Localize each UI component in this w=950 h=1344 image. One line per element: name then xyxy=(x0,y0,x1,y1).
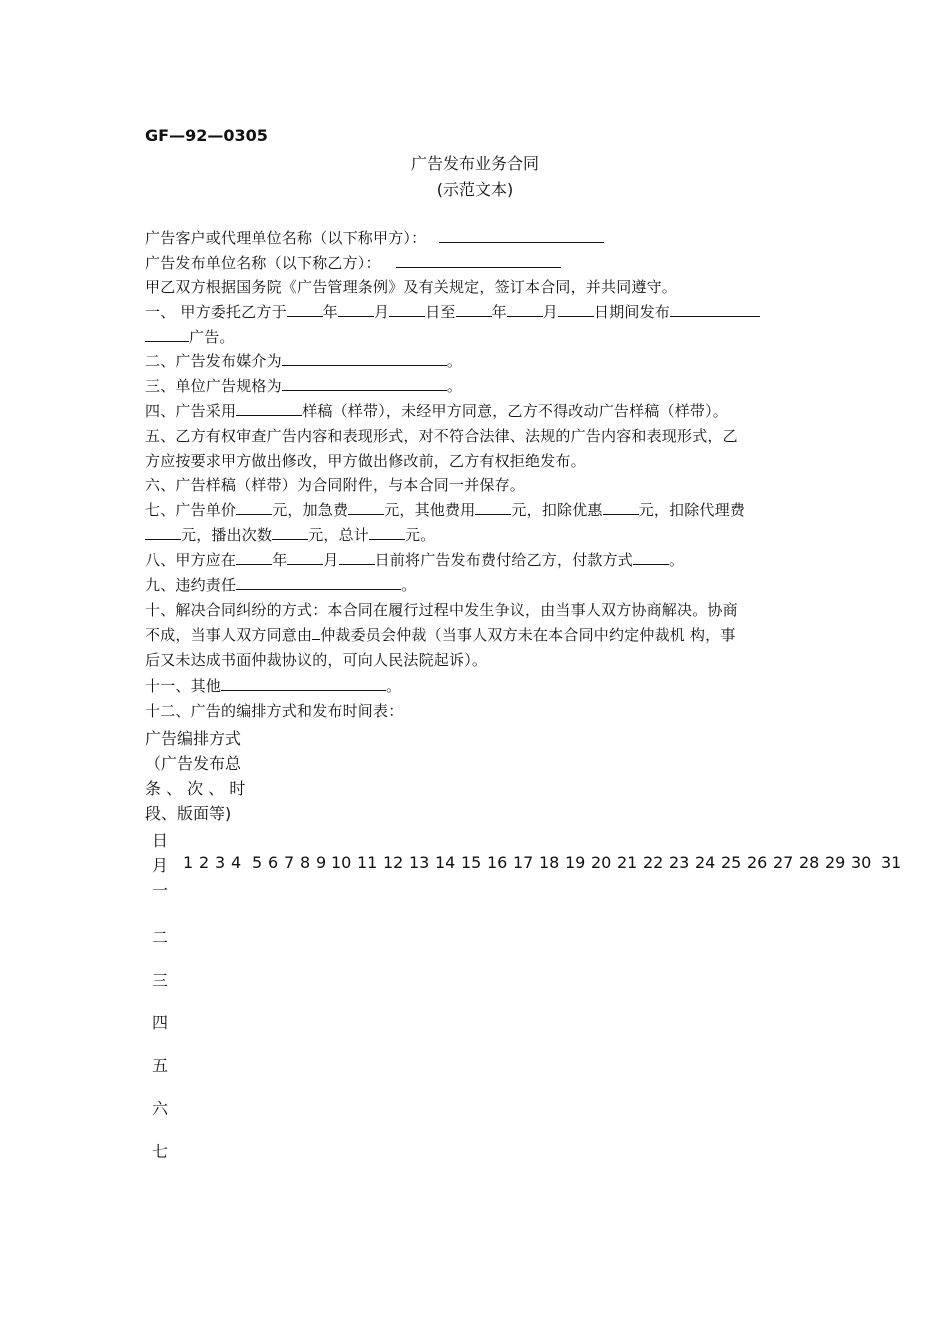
period: 。 xyxy=(386,677,402,695)
month-row-label: 五 xyxy=(152,1056,169,1075)
month-row-label: 七 xyxy=(152,1142,169,1161)
blank xyxy=(312,625,320,640)
clause-7-g: 元，总计 xyxy=(308,526,370,544)
day-number: 17 xyxy=(513,853,534,872)
blank xyxy=(603,500,639,515)
day-number: 29 xyxy=(825,853,846,872)
clause-10-b2: 仲裁委员会仲裁（当事人双方未在本合同中约定仲裁机 构，事 xyxy=(320,626,736,644)
month-row-label: 六 xyxy=(152,1099,169,1118)
clause-7-b: 元，加急费 xyxy=(272,501,349,519)
day-number: 11 xyxy=(357,853,378,872)
document-subtitle: (示范文本) xyxy=(436,180,514,199)
day-number: 18 xyxy=(539,853,560,872)
clause-8-month: 月 xyxy=(323,551,339,569)
party-b-label: 广告发布单位名称（以下称乙方）： xyxy=(145,254,381,272)
month-label: 月 xyxy=(152,856,169,875)
day-number: 13 xyxy=(409,853,430,872)
blank xyxy=(236,401,302,416)
clause-1-period: 日期间发布 xyxy=(594,303,671,321)
party-b-blank xyxy=(396,253,561,268)
clause-1-year: 年 xyxy=(322,303,338,321)
day-number: 27 xyxy=(773,853,794,872)
clause-1 xyxy=(145,301,760,322)
clause-8-text: 八、甲方应在 xyxy=(145,551,237,569)
blank xyxy=(558,302,594,317)
blank xyxy=(272,525,308,540)
document-code: GF—92—0305 xyxy=(145,126,268,145)
clause-8-e: 。 xyxy=(669,551,685,569)
blank xyxy=(389,302,425,317)
day-label: 日 xyxy=(152,831,169,850)
day-number: 3 xyxy=(215,853,226,872)
blank xyxy=(236,575,401,590)
day-number: 6 xyxy=(268,853,279,872)
blank xyxy=(287,302,323,317)
day-number: 7 xyxy=(284,853,295,872)
day-number: 20 xyxy=(591,853,612,872)
clause-7 xyxy=(145,499,745,520)
clause-7-cont xyxy=(145,524,435,545)
blank xyxy=(456,302,492,317)
document-title: 广告发布业务合同 xyxy=(410,154,539,173)
blank xyxy=(282,376,447,391)
blank xyxy=(339,550,375,565)
clause-4-text-b: 样稿（样带），未经甲方同意，乙方不得改动广告样稿（样带）。 xyxy=(302,402,729,420)
clause-5-b: 方应按要求甲方做出修改，甲方做出修改前，乙方有权拒绝发布。 xyxy=(145,452,586,470)
clause-10-b1: 不成，当事人双方同意由 xyxy=(145,626,313,644)
blank xyxy=(221,676,386,691)
day-number: 14 xyxy=(435,853,456,872)
clause-8-d: 日前将广告发布费付给乙方，付款方式 xyxy=(374,551,634,569)
clause-7-c: 元，其他费用 xyxy=(384,501,476,519)
clause-1-day-to: 日至 xyxy=(425,303,456,321)
day-number: 21 xyxy=(617,853,638,872)
clause-5-a: 五、乙方有权审查广告内容和表现形式，对不符合法律、法规的广告内容和表现形式，乙 xyxy=(145,427,738,445)
blank xyxy=(348,500,384,515)
day-number: 26 xyxy=(747,853,768,872)
schedule-note-3: 段、版面等) xyxy=(145,804,232,823)
clause-6: 六、广告样稿（样带）为合同附件，与本合同一并保存。 xyxy=(145,476,526,494)
clause-8-year: 年 xyxy=(272,551,288,569)
day-number: 25 xyxy=(721,853,742,872)
period: 。 xyxy=(401,576,417,594)
clause-10-a: 十、解决合同纠纷的方式：本合同在履行过程中发生争议，由当事人双方协商解决。协商 xyxy=(145,601,738,619)
intro-text: 甲乙双方根据国务院《广告管理条例》及有关规定，签订本合同，并共同遵守。 xyxy=(145,278,678,296)
party-b-line xyxy=(145,252,561,273)
clause-2-text: 二、广告发布媒介为 xyxy=(145,352,282,370)
day-number: 2 xyxy=(199,853,210,872)
blank xyxy=(475,500,511,515)
party-a-line xyxy=(145,227,604,248)
clause-7-text: 七、广告单价 xyxy=(145,501,237,519)
clause-2 xyxy=(145,350,462,371)
blank xyxy=(236,500,272,515)
clause-7-e: 元，扣除代理费 xyxy=(638,501,746,519)
party-a-label: 广告客户或代理单位名称（以下称甲方）： xyxy=(145,229,427,247)
blank xyxy=(507,302,543,317)
day-number: 28 xyxy=(799,853,820,872)
clause-1-tail: 广告。 xyxy=(189,328,235,346)
clause-7-f: 元，播出次数 xyxy=(181,526,273,544)
clause-9 xyxy=(145,574,416,595)
clause-8 xyxy=(145,549,684,570)
clause-11 xyxy=(145,675,401,696)
clause-11-text: 十一、其他 xyxy=(145,677,222,695)
clause-12: 十二、广告的编排方式和发布时间表： xyxy=(145,702,404,720)
schedule-note-2: 条 、 次 、 时 xyxy=(145,779,246,798)
day-number: 23 xyxy=(669,853,690,872)
clause-1-month: 月 xyxy=(373,303,390,321)
clause-9-text: 九、违约责任 xyxy=(145,576,237,594)
clause-4-text: 四、广告采用 xyxy=(145,402,237,420)
clause-10-c: 后又未达成书面仲裁协议的，可向人民法院起诉）。 xyxy=(145,651,488,669)
period: 。 xyxy=(446,377,463,395)
day-number: 10 xyxy=(331,853,352,872)
day-number: 9 xyxy=(316,853,327,872)
clause-1-cont xyxy=(145,326,235,347)
clause-3-text: 三、单位广告规格为 xyxy=(145,377,282,395)
schedule-note-1: （广告发布总 xyxy=(145,754,242,773)
month-row-label: 一 xyxy=(152,881,169,900)
day-number: 1 xyxy=(183,853,194,872)
blank xyxy=(670,302,760,317)
day-number: 24 xyxy=(695,853,716,872)
day-number: 16 xyxy=(487,853,508,872)
blank xyxy=(282,351,447,366)
blank xyxy=(369,525,405,540)
blank xyxy=(145,525,181,540)
month-row-label: 三 xyxy=(152,971,169,990)
month-row-label: 四 xyxy=(152,1013,169,1032)
clause-7-h: 元。 xyxy=(405,526,436,544)
clause-4 xyxy=(145,400,728,421)
clause-1-text: 一、 甲方委托乙方于 xyxy=(145,303,287,321)
day-number: 12 xyxy=(383,853,404,872)
schedule-heading: 广告编排方式 xyxy=(145,729,242,748)
day-number: 8 xyxy=(300,853,311,872)
period: 。 xyxy=(446,352,463,370)
clause-3 xyxy=(145,375,462,396)
blank xyxy=(236,550,272,565)
blank xyxy=(145,327,189,342)
day-number: 4 xyxy=(231,853,242,872)
day-number: 30 xyxy=(851,853,872,872)
day-number: 31 xyxy=(881,853,902,872)
clause-1-year2: 年 xyxy=(491,303,507,321)
clause-10-b xyxy=(145,624,736,645)
clause-7-d: 元，扣除优惠 xyxy=(511,501,603,519)
clause-1-month2: 月 xyxy=(542,303,558,321)
day-number: 19 xyxy=(565,853,586,872)
day-number: 22 xyxy=(643,853,664,872)
blank xyxy=(338,302,374,317)
blank xyxy=(633,550,669,565)
month-row-label: 二 xyxy=(152,928,169,947)
blank xyxy=(287,550,323,565)
party-a-blank xyxy=(439,228,604,243)
day-number: 15 xyxy=(461,853,482,872)
day-number: 5 xyxy=(252,853,263,872)
